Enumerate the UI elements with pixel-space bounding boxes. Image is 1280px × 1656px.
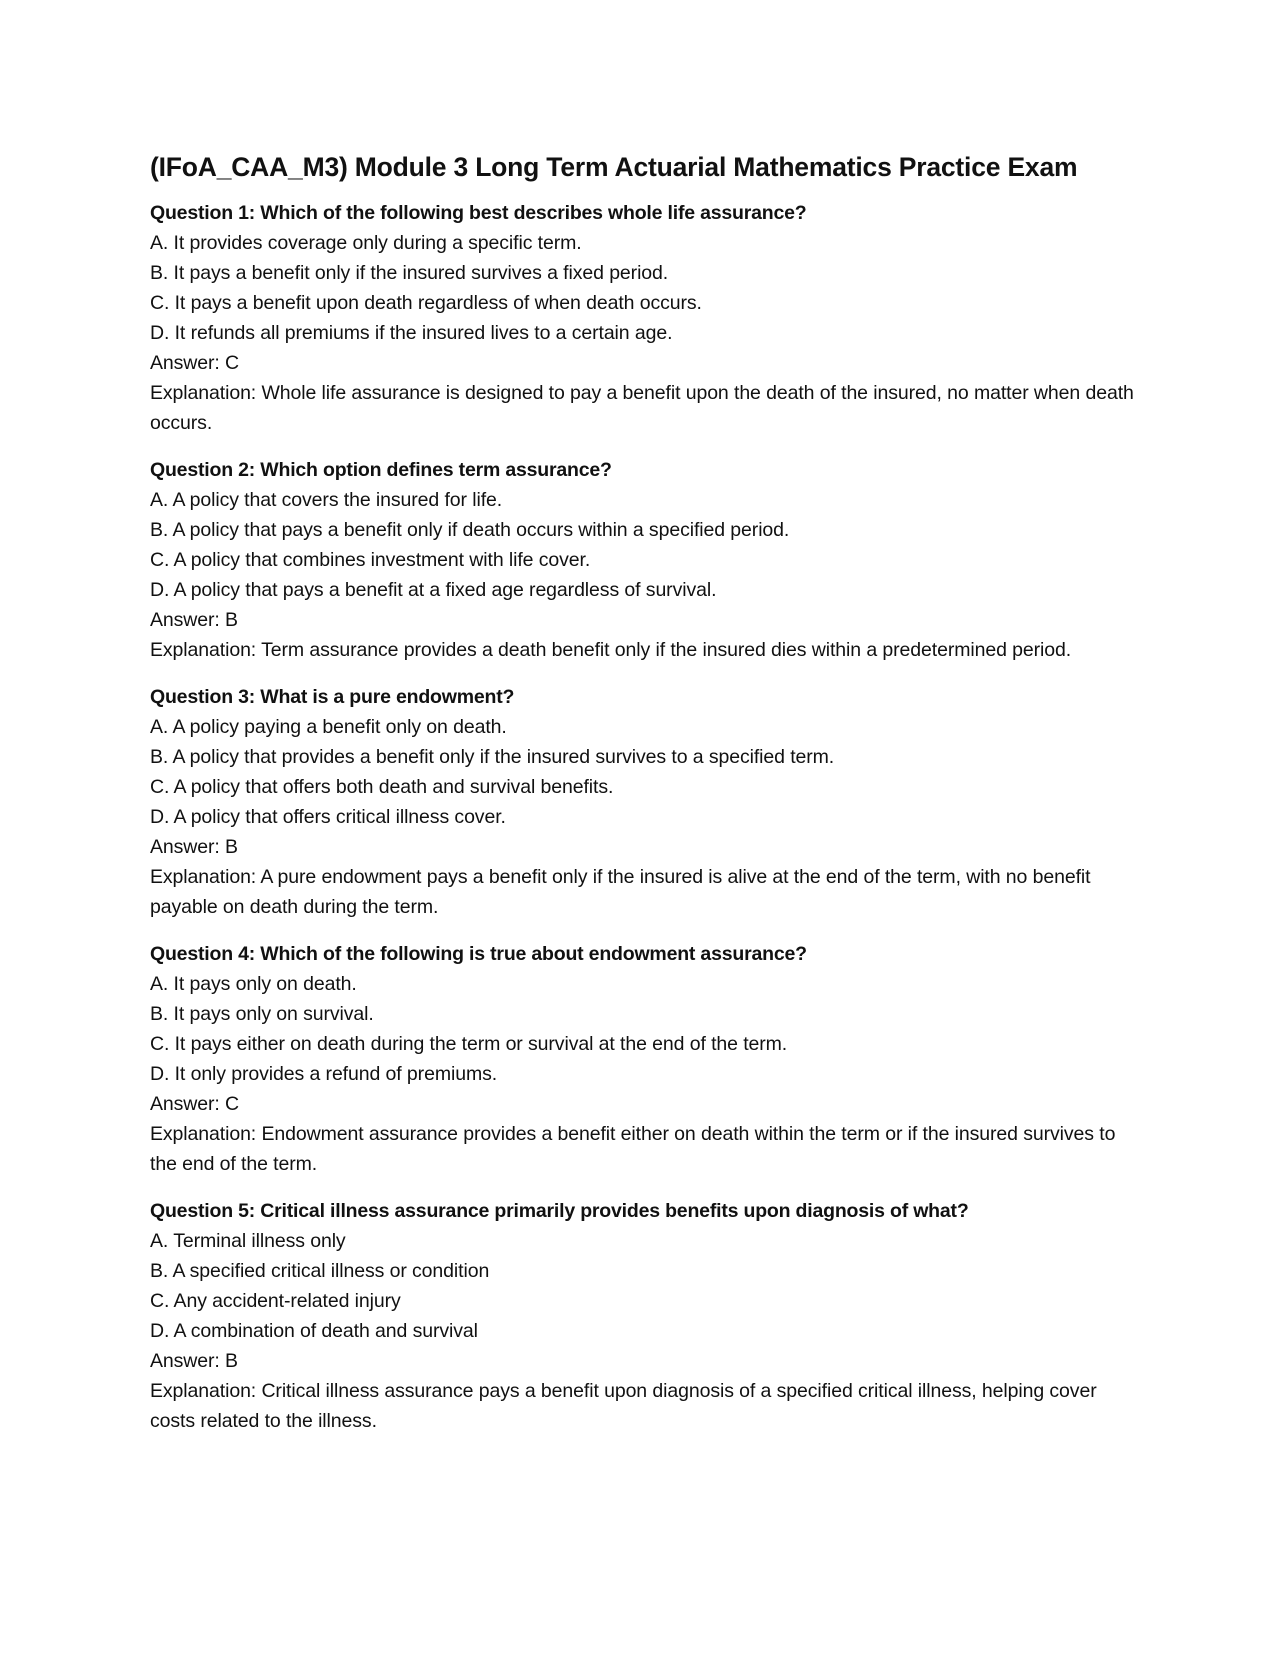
option-d: D. A combination of death and survival [150, 1320, 478, 1342]
question-text: Question 5: Critical illness assurance primarily provides benefits upon diagnosis of what? [150, 1200, 969, 1222]
option-d: D. A policy that pays a benefit at a fixed age regardless of survival. [150, 579, 717, 601]
option-b: B. It pays only on survival. [150, 1003, 374, 1025]
document-title: (IFoA_CAA_M3) Module 3 Long Term Actuarial Mathematics Practice Exam [150, 152, 1078, 182]
option-d: D. It refunds all premiums if the insured lives to a certain age. [150, 322, 673, 344]
option-a: A. A policy that covers the insured for life. [150, 489, 503, 511]
option-a: A. A policy paying a benefit only on death. [150, 716, 507, 738]
explanation-text: Explanation: A pure endowment pays a benefit only if the insured is alive at the end of the term, with no benefit payable on death during the term. [150, 866, 1091, 918]
document-page [150, 150, 1140, 1453]
option-b: B. A specified critical illness or condition [150, 1260, 490, 1282]
option-d: D. It only provides a refund of premiums. [150, 1063, 498, 1085]
question-block [150, 1196, 1140, 1436]
option-b: B. A policy that provides a benefit only if the insured survives to a specified term. [150, 746, 835, 768]
answer-text: Answer: B [150, 609, 238, 631]
option-b: B. It pays a benefit only if the insured survives a fixed period. [150, 262, 669, 284]
question-text: Question 3: What is a pure endowment? [150, 686, 515, 708]
explanation-text: Explanation: Endowment assurance provides a benefit either on death within the term or if the insured survives to the end of the term. [150, 1123, 1116, 1175]
explanation-text: Explanation: Term assurance provides a death benefit only if the insured dies within a predetermined period. [150, 639, 1072, 661]
question-block [150, 939, 1140, 1179]
question-block [150, 455, 1140, 665]
option-a: A. Terminal illness only [150, 1230, 346, 1252]
question-text: Question 1: Which of the following best describes whole life assurance? [150, 202, 807, 224]
option-c: C. Any accident-related injury [150, 1290, 401, 1312]
answer-text: Answer: B [150, 836, 238, 858]
option-d: D. A policy that offers critical illness cover. [150, 806, 506, 828]
option-c: C. A policy that combines investment with life cover. [150, 549, 591, 571]
answer-text: Answer: C [150, 352, 240, 374]
question-block [150, 198, 1140, 438]
option-a: A. It pays only on death. [150, 973, 357, 995]
question-block [150, 682, 1140, 922]
question-text: Question 4: Which of the following is true about endowment assurance? [150, 943, 807, 965]
answer-text: Answer: C [150, 1093, 240, 1115]
option-c: C. It pays either on death during the term or survival at the end of the term. [150, 1033, 788, 1055]
option-b: B. A policy that pays a benefit only if death occurs within a specified period. [150, 519, 790, 541]
option-c: C. A policy that offers both death and survival benefits. [150, 776, 614, 798]
explanation-text: Explanation: Whole life assurance is designed to pay a benefit upon the death of the insured, no matter when death occurs. [150, 382, 1134, 434]
question-text: Question 2: Which option defines term assurance? [150, 459, 612, 481]
option-a: A. It provides coverage only during a specific term. [150, 232, 582, 254]
explanation-text: Explanation: Critical illness assurance pays a benefit upon diagnosis of a specified critical illness, helping cover costs related to the illness. [150, 1380, 1097, 1432]
option-c: C. It pays a benefit upon death regardless of when death occurs. [150, 292, 702, 314]
answer-text: Answer: B [150, 1350, 238, 1372]
